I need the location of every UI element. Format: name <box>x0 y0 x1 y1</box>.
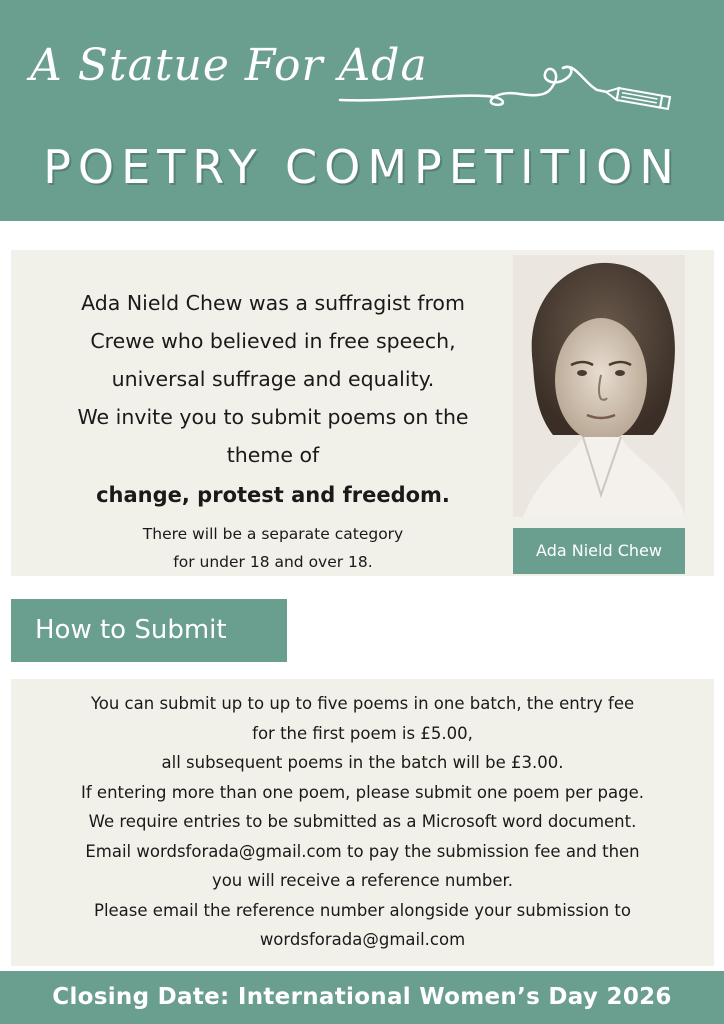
how-to-submit-heading: How to Submit <box>11 599 287 662</box>
intro-line: universal suffrage and equality. <box>111 367 435 391</box>
category-note-line: There will be a separate category <box>142 525 404 543</box>
intro-line: Ada Nield Chew was a suffragist from <box>81 291 465 315</box>
intro-line: theme of <box>226 443 320 467</box>
portrait-photo <box>513 255 685 517</box>
category-note-line: for under 18 and over 18. <box>173 553 373 571</box>
instruction-line: If entering more than one poem, please submit one poem per page. <box>81 782 644 802</box>
submission-instructions <box>11 689 714 955</box>
instruction-line: Email wordsforada@gmail.com to pay the submission fee and then <box>85 841 640 861</box>
instruction-line: all subsequent poems in the batch will be £3.00. <box>161 753 564 772</box>
submission-panel <box>11 679 714 966</box>
instruction-line: You can submit up to up to five poems in one batch, the entry fee <box>90 694 635 713</box>
intro-line: We invite you to submit poems on the <box>77 405 469 429</box>
script-title: A Statue For Ada <box>30 40 428 91</box>
instruction-line: for the first poem is £5.00, <box>252 723 473 743</box>
instruction-line: wordsforada@gmail.com <box>259 930 466 949</box>
closing-date-banner: Closing Date: International Women’s Day 2026 <box>0 971 724 1024</box>
instruction-line: We require entries to be submitted as a Microsoft word document. <box>88 812 637 831</box>
instruction-line: Please email the reference number alongside your submission to <box>94 900 631 920</box>
pencil-flourish-icon <box>335 52 675 122</box>
intro-text <box>25 284 521 576</box>
theme-highlight: change, protest and freedom. <box>96 483 450 507</box>
portrait-caption: Ada Nield Chew <box>513 528 685 574</box>
intro-line: Crewe who believed in free speech, <box>90 329 456 353</box>
main-title: POETRY COMPETITION <box>43 140 681 194</box>
header-banner <box>0 0 724 221</box>
instruction-line: you will receive a reference number. <box>211 871 514 890</box>
